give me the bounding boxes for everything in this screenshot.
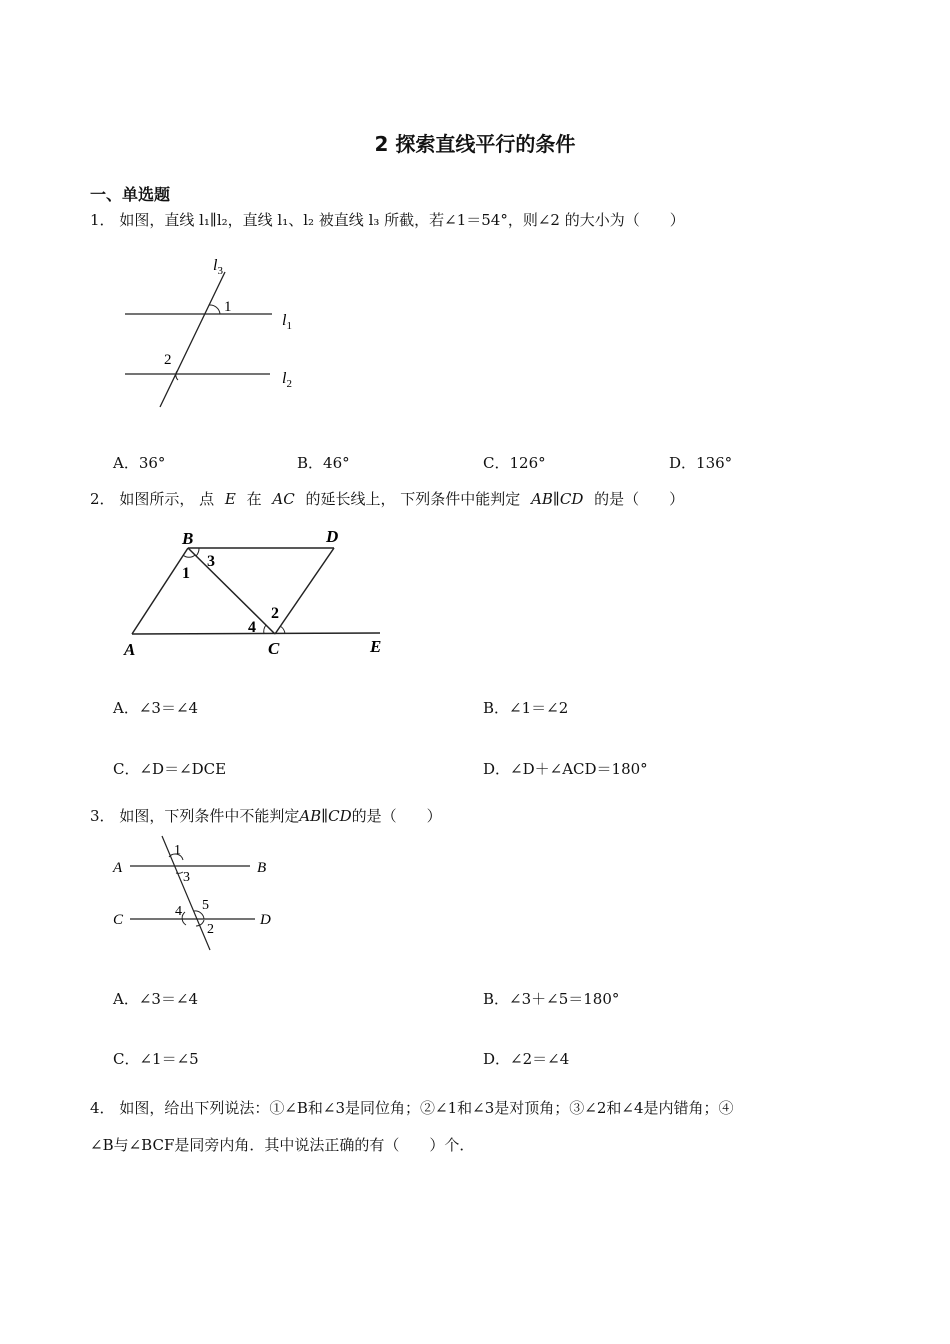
- q2-option-d[interactable]: D．∠D＋∠ACD＝180°: [483, 760, 648, 778]
- q3-option-a[interactable]: A．∠3＝∠4: [113, 990, 199, 1008]
- question-number: 2．: [90, 490, 115, 508]
- question-4: [90, 1097, 733, 1118]
- angle-2-label: 2: [164, 352, 172, 368]
- label-e: E: [370, 637, 382, 656]
- label-d: D: [326, 527, 339, 546]
- question-text: 如图，直线 l₁∥l₂，直线 l₁、l₂ 被直线 l₃ 所截，若∠1＝54°，则∠2 的大小为（ ）: [119, 211, 685, 229]
- label-a: A: [124, 640, 136, 659]
- q1-option-b[interactable]: B．46°: [297, 454, 350, 472]
- line-l3: [160, 272, 225, 407]
- question-2: 2． 如图所示， 点 E 在 AC 的延长线上， 下列条件中能判定 AB∥CD 的是（ ）: [90, 490, 685, 508]
- question-number: 3．: [90, 807, 115, 825]
- q3-option-d[interactable]: D．∠2＝∠4: [483, 1050, 570, 1068]
- line-ace: [132, 633, 380, 634]
- q2-option-a[interactable]: A．∠3＝∠4: [113, 699, 199, 717]
- section-heading: 一、单选题: [90, 185, 171, 204]
- label-c: C: [113, 912, 124, 928]
- q1-option-c[interactable]: C．126°: [483, 454, 546, 472]
- angle-2-label: 2: [207, 922, 214, 937]
- label-b: B: [257, 860, 267, 876]
- angle-4-label: 4: [175, 904, 182, 919]
- q1-option-a[interactable]: A．36°: [113, 454, 166, 472]
- segment-bc: [188, 548, 275, 634]
- q1-option-d[interactable]: D．136°: [669, 454, 733, 472]
- label-a: A: [113, 860, 123, 876]
- segment-cd: [275, 548, 334, 634]
- label-l3: $l_3$: [213, 257, 223, 277]
- question-text-line-1: 如图，给出下列说法：①∠B和∠3是同位角；②∠1和∠3是对顶角；③∠2和∠4是内错角；④: [119, 1099, 734, 1117]
- angle-5-label: 5: [202, 898, 209, 913]
- angle-1-arc: [183, 555, 195, 557]
- label-b: B: [182, 529, 194, 548]
- angle-2-label: 2: [271, 605, 279, 622]
- figure-q3: [110, 832, 280, 954]
- label-l2: $l_2$: [282, 370, 292, 390]
- question-number: 4．: [90, 1099, 115, 1117]
- angle-3-label: 3: [207, 553, 215, 570]
- question-4-line-2: ∠B与∠BCF是同旁内角．其中说法正确的有（ ）个．: [90, 1136, 475, 1154]
- transversal: [162, 836, 210, 950]
- angle-3-label: 3: [183, 870, 190, 885]
- q2-option-b[interactable]: B．∠1＝∠2: [483, 699, 569, 717]
- label-c: C: [268, 639, 280, 658]
- segment-ab: [132, 548, 188, 634]
- q2-option-c[interactable]: C．∠D＝∠DCE: [113, 760, 227, 778]
- figure-q1: [110, 252, 310, 412]
- angle-1-label: 1: [174, 843, 181, 858]
- angle-1-label: 1: [182, 565, 190, 582]
- label-d: D: [260, 912, 271, 928]
- q3-option-b[interactable]: B．∠3＋∠5＝180°: [483, 990, 620, 1008]
- question-1: [90, 209, 685, 230]
- page-title: 2 探索直线平行的条件: [374, 132, 576, 156]
- figure-q2: [120, 522, 390, 662]
- angle-1-label: 1: [224, 299, 232, 315]
- angle-1-arc: [209, 305, 220, 314]
- label-l1: $l_1$: [282, 312, 292, 332]
- question-3: 3． 如图，下列条件中不能判定AB∥CD的是（ ）: [90, 807, 442, 825]
- angle-3-arc: [196, 548, 199, 556]
- q3-option-c[interactable]: C．∠1＝∠5: [113, 1050, 199, 1068]
- question-number: 1．: [90, 211, 115, 229]
- angle-4-label: 4: [248, 619, 256, 636]
- angle-4-arc: [264, 625, 266, 634]
